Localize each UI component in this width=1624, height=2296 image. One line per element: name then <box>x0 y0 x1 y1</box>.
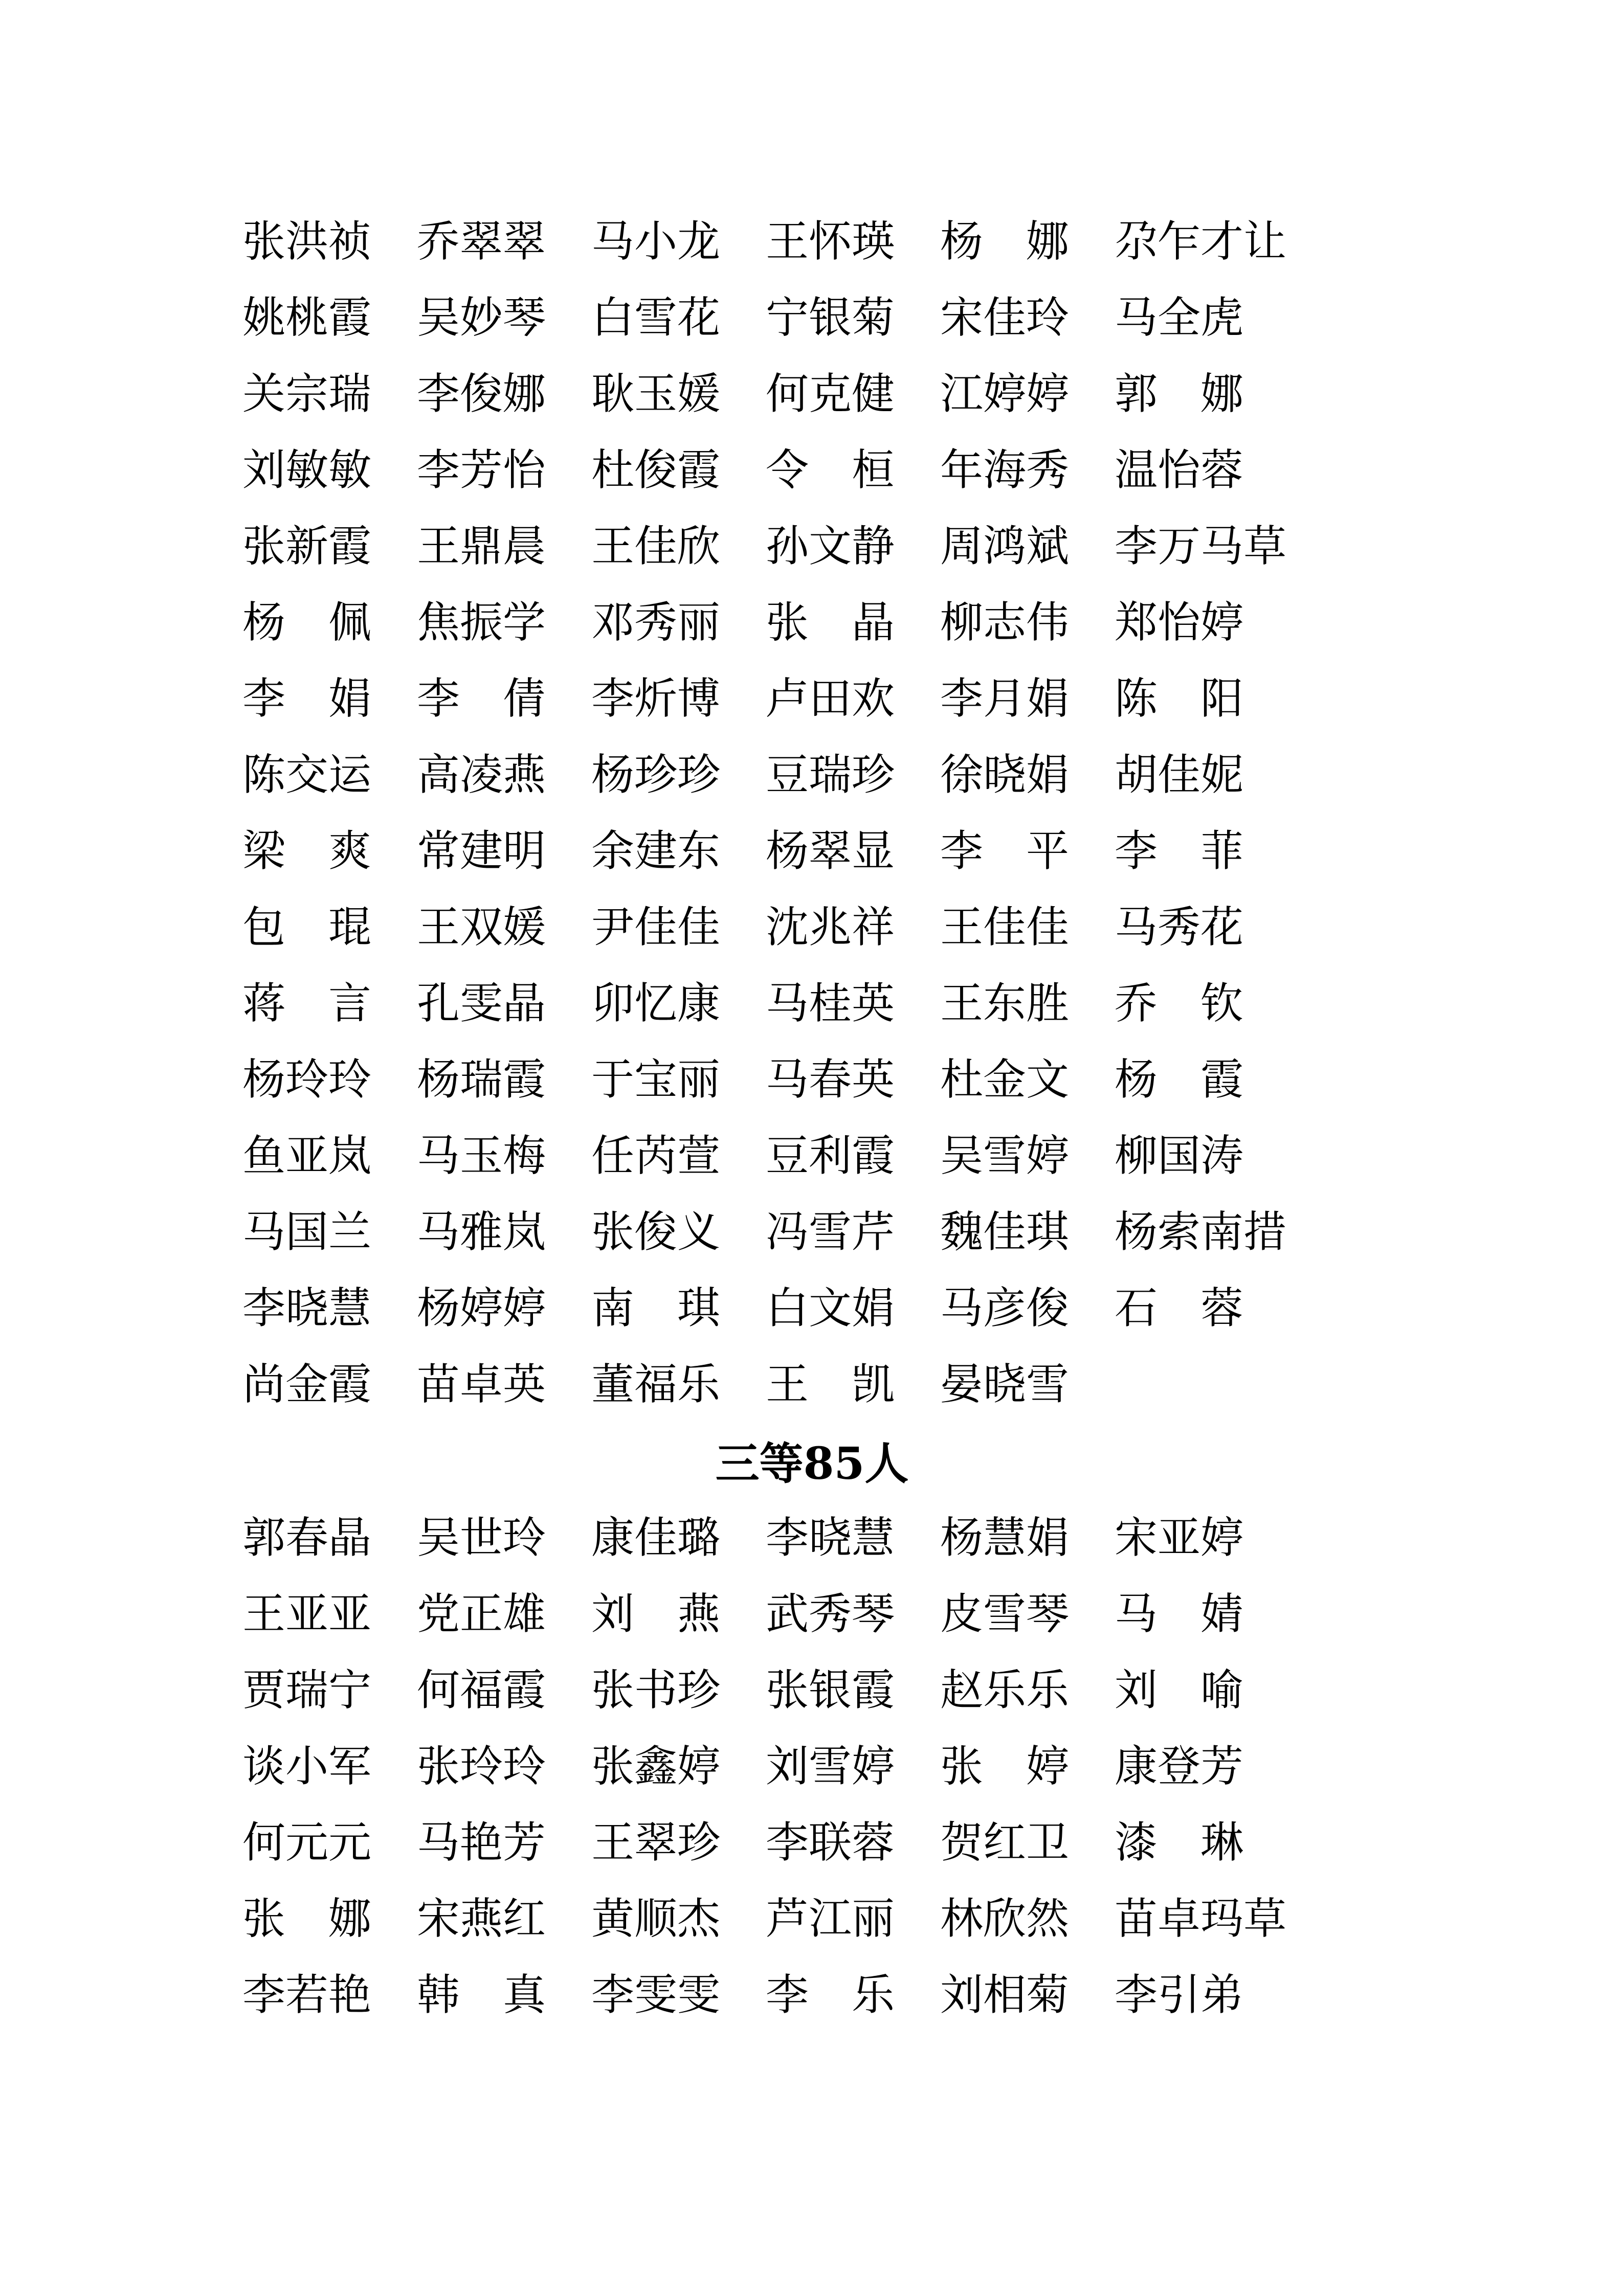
person-name: 胡佳妮 <box>1115 750 1244 800</box>
name-row <box>0 1270 1624 1346</box>
person-name: 杨珍珍 <box>591 750 721 800</box>
person-name: 尹佳佳 <box>591 902 721 952</box>
person-name: 康登芳 <box>1115 1741 1244 1791</box>
person-name: 李雯雯 <box>591 1970 721 2020</box>
person-name: 张 娜 <box>242 1894 372 1944</box>
person-name: 任芮萱 <box>591 1131 721 1181</box>
name-row <box>0 1805 1624 1881</box>
person-name: 王佳佳 <box>940 902 1070 952</box>
name-row <box>0 965 1624 1042</box>
person-name: 晏晓雪 <box>940 1359 1070 1409</box>
person-name: 王东胜 <box>940 978 1070 1028</box>
person-name: 余建东 <box>591 826 721 876</box>
person-name: 王翠珍 <box>591 1817 721 1867</box>
person-name: 苗卓英 <box>417 1359 546 1409</box>
person-name: 马秀花 <box>1115 902 1244 952</box>
name-row <box>0 432 1624 508</box>
person-name: 关宗瑞 <box>242 369 372 419</box>
person-name: 乔翠翠 <box>417 216 546 266</box>
person-name: 王鼎晨 <box>417 521 546 571</box>
person-name: 王亚亚 <box>242 1589 372 1639</box>
person-name: 杨 霞 <box>1115 1054 1244 1105</box>
person-name: 李万马草 <box>1115 521 1287 571</box>
person-name: 尕乍才让 <box>1115 216 1287 266</box>
person-name: 黄顺杰 <box>591 1894 721 1944</box>
person-name: 吴雪婷 <box>940 1131 1070 1181</box>
person-name: 王 凯 <box>766 1359 895 1409</box>
name-row <box>0 813 1624 889</box>
person-name: 康佳璐 <box>591 1513 721 1563</box>
person-name: 马彦俊 <box>940 1283 1070 1333</box>
person-name: 贾瑞宁 <box>242 1665 372 1715</box>
person-name: 蒋 言 <box>242 978 372 1028</box>
person-name: 马春英 <box>766 1054 895 1105</box>
person-name: 宋燕红 <box>417 1894 546 1944</box>
person-name: 张新霞 <box>242 521 372 571</box>
person-name: 杨 佩 <box>242 597 372 647</box>
person-name: 焦振学 <box>417 597 546 647</box>
person-name: 刘敏敏 <box>242 445 372 495</box>
person-name: 卯忆康 <box>591 978 721 1028</box>
person-name: 芦江丽 <box>766 1894 895 1944</box>
person-name: 包 琨 <box>242 902 372 952</box>
person-name: 周鸿斌 <box>940 521 1070 571</box>
person-name: 杨 娜 <box>940 216 1070 266</box>
person-name: 张 晶 <box>766 597 895 647</box>
person-name: 苗卓玛草 <box>1115 1894 1287 1944</box>
person-name: 马 婧 <box>1115 1589 1244 1639</box>
person-name: 乔 钦 <box>1115 978 1244 1028</box>
person-name: 于宝丽 <box>591 1054 721 1105</box>
person-name: 杨婷婷 <box>417 1283 546 1333</box>
person-name: 张 婷 <box>940 1741 1070 1791</box>
person-name: 张玲玲 <box>417 1741 546 1791</box>
name-row <box>0 1652 1624 1728</box>
section-heading: 三等85人 <box>715 1438 909 1490</box>
person-name: 柳志伟 <box>940 597 1070 647</box>
person-name: 李 乐 <box>766 1970 895 2020</box>
person-name: 张鑫婷 <box>591 1741 721 1791</box>
person-name: 杜金文 <box>940 1054 1070 1105</box>
person-name: 何克健 <box>766 369 895 419</box>
person-name: 柳国涛 <box>1115 1131 1244 1181</box>
person-name: 皮雪琴 <box>940 1589 1070 1639</box>
person-name: 陈 阳 <box>1115 673 1244 724</box>
person-name: 李若艳 <box>242 1970 372 2020</box>
person-name: 郭 娜 <box>1115 369 1244 419</box>
person-name: 董福乐 <box>591 1359 721 1409</box>
person-name: 杨翠显 <box>766 826 895 876</box>
person-name: 马艳芳 <box>417 1817 546 1867</box>
person-name: 耿玉媛 <box>591 369 721 419</box>
person-name: 李引弟 <box>1115 1970 1244 2020</box>
name-row <box>0 204 1624 280</box>
person-name: 李 倩 <box>417 673 546 724</box>
names-section-1 <box>0 204 1624 1423</box>
name-row <box>0 1194 1624 1270</box>
person-name: 马国兰 <box>242 1207 372 1257</box>
person-name: 李晓慧 <box>766 1513 895 1563</box>
person-name: 白文娟 <box>766 1283 895 1333</box>
person-name: 令 桓 <box>766 445 895 495</box>
person-name: 姚桃霞 <box>242 292 372 343</box>
name-row <box>0 1346 1624 1423</box>
person-name: 吴妙琴 <box>417 292 546 343</box>
person-name: 李联蓉 <box>766 1817 895 1867</box>
person-name: 南 琪 <box>591 1283 721 1333</box>
person-name: 何福霞 <box>417 1665 546 1715</box>
person-name: 张银霞 <box>766 1665 895 1715</box>
person-name: 宁银菊 <box>766 292 895 343</box>
person-name: 王佳欣 <box>591 521 721 571</box>
person-name: 宋佳玲 <box>940 292 1070 343</box>
person-name: 王双媛 <box>417 902 546 952</box>
person-name: 杨瑞霞 <box>417 1054 546 1105</box>
person-name: 孔雯晶 <box>417 978 546 1028</box>
person-name: 白雪花 <box>591 292 721 343</box>
person-name: 高凌燕 <box>417 750 546 800</box>
name-row <box>0 356 1624 432</box>
person-name: 贺红卫 <box>940 1817 1070 1867</box>
names-section-2 <box>0 1500 1624 2033</box>
person-name: 武秀琴 <box>766 1589 895 1639</box>
person-name: 韩 真 <box>417 1970 546 2020</box>
person-name: 李月娟 <box>940 673 1070 724</box>
person-name: 李 菲 <box>1115 826 1244 876</box>
name-row <box>0 1728 1624 1805</box>
person-name: 孙文静 <box>766 521 895 571</box>
person-name: 魏佳琪 <box>940 1207 1070 1257</box>
person-name: 宋亚婷 <box>1115 1513 1244 1563</box>
person-name: 张书珍 <box>591 1665 721 1715</box>
person-name: 张洪祯 <box>242 216 372 266</box>
person-name: 李 平 <box>940 826 1070 876</box>
person-name: 杨玲玲 <box>242 1054 372 1105</box>
person-name: 马小龙 <box>591 216 721 266</box>
name-row <box>0 280 1624 356</box>
name-row <box>0 661 1624 737</box>
person-name: 李芳怡 <box>417 445 546 495</box>
person-name: 马全虎 <box>1115 292 1244 343</box>
person-name: 石 蓉 <box>1115 1283 1244 1333</box>
person-name: 党正雄 <box>417 1589 546 1639</box>
person-name: 刘 燕 <box>591 1589 721 1639</box>
name-row <box>0 584 1624 661</box>
person-name: 马玉梅 <box>417 1131 546 1181</box>
person-name: 江婷婷 <box>940 369 1070 419</box>
person-name: 沈兆祥 <box>766 902 895 952</box>
person-name: 李 娟 <box>242 673 372 724</box>
person-name: 卢田欢 <box>766 673 895 724</box>
person-name: 王怀瑛 <box>766 216 895 266</box>
person-name: 刘 喻 <box>1115 1665 1244 1715</box>
person-name: 年海秀 <box>940 445 1070 495</box>
person-name: 鱼亚岚 <box>242 1131 372 1181</box>
person-name: 李晓慧 <box>242 1283 372 1333</box>
person-name: 漆 琳 <box>1115 1817 1244 1867</box>
person-name: 杨慧娟 <box>940 1513 1070 1563</box>
person-name: 梁 爽 <box>242 826 372 876</box>
person-name: 张俊义 <box>591 1207 721 1257</box>
person-name: 马雅岚 <box>417 1207 546 1257</box>
name-row <box>0 508 1624 584</box>
person-name: 李炘博 <box>591 673 721 724</box>
person-name: 刘雪婷 <box>766 1741 895 1791</box>
person-name: 林欣然 <box>940 1894 1070 1944</box>
person-name: 冯雪芹 <box>766 1207 895 1257</box>
name-row <box>0 1118 1624 1194</box>
name-row <box>0 1042 1624 1118</box>
name-row <box>0 737 1624 813</box>
person-name: 李俊娜 <box>417 369 546 419</box>
person-name: 郑怡婷 <box>1115 597 1244 647</box>
person-name: 尚金霞 <box>242 1359 372 1409</box>
person-name: 豆瑞珍 <box>766 750 895 800</box>
person-name: 豆利霞 <box>766 1131 895 1181</box>
name-row <box>0 1881 1624 1957</box>
person-name: 杨索南措 <box>1115 1207 1287 1257</box>
person-name: 刘相菊 <box>940 1970 1070 2020</box>
person-name: 郭春晶 <box>242 1513 372 1563</box>
person-name: 陈交运 <box>242 750 372 800</box>
person-name: 何元元 <box>242 1817 372 1867</box>
name-row <box>0 889 1624 965</box>
person-name: 马桂英 <box>766 978 895 1028</box>
name-row <box>0 1500 1624 1576</box>
person-name: 徐晓娟 <box>940 750 1070 800</box>
person-name: 杜俊霞 <box>591 445 721 495</box>
person-name: 赵乐乐 <box>940 1665 1070 1715</box>
person-name: 吴世玲 <box>417 1513 546 1563</box>
person-name: 谈小军 <box>242 1741 372 1791</box>
name-row <box>0 1957 1624 2033</box>
person-name: 常建明 <box>417 826 546 876</box>
person-name: 温怡蓉 <box>1115 445 1244 495</box>
name-row <box>0 1576 1624 1652</box>
person-name: 邓秀丽 <box>591 597 721 647</box>
